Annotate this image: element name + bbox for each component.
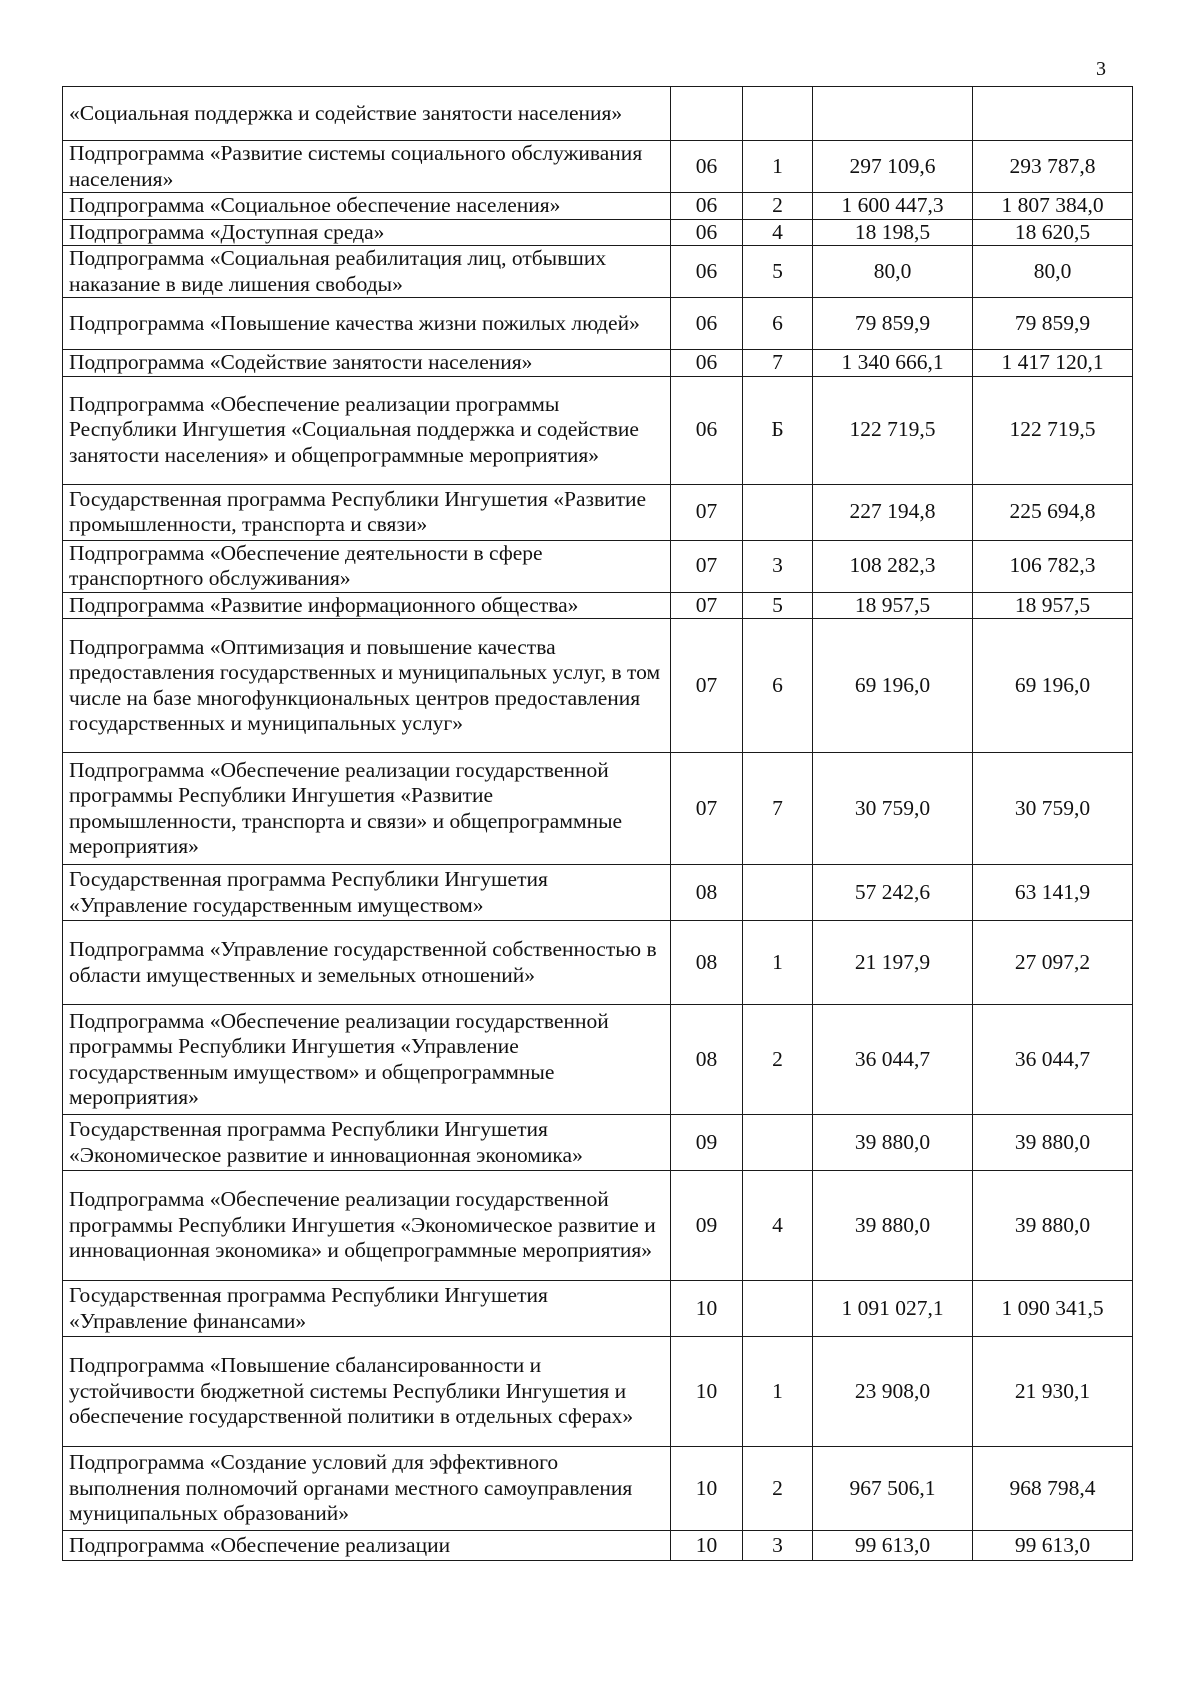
table-row — [63, 376, 1133, 484]
subprogram-code-cell — [743, 484, 813, 540]
table-row — [63, 193, 1133, 220]
subprogram-code-cell: 5 — [743, 246, 813, 298]
amount-year2-cell: 36 044,7 — [973, 1005, 1133, 1115]
table-row — [63, 1115, 1133, 1171]
program-name-cell: Подпрограмма «Доступная среда» — [63, 219, 671, 246]
program-code-cell: 07 — [671, 484, 743, 540]
amount-year2-cell: 968 798,4 — [973, 1447, 1133, 1531]
amount-year1-cell: 1 340 666,1 — [813, 350, 973, 377]
program-code-cell: 09 — [671, 1115, 743, 1171]
program-code-cell: 06 — [671, 376, 743, 484]
table-row — [63, 619, 1133, 753]
program-code-cell: 06 — [671, 141, 743, 193]
table-row — [63, 592, 1133, 619]
subprogram-code-cell — [743, 1281, 813, 1337]
amount-year1-cell: 122 719,5 — [813, 376, 973, 484]
amount-year2-cell — [973, 87, 1133, 141]
program-code-cell: 06 — [671, 350, 743, 377]
amount-year2-cell: 293 787,8 — [973, 141, 1133, 193]
amount-year2-cell: 18 620,5 — [973, 219, 1133, 246]
program-name-cell: Государственная программа Республики Ингушетия «Развитие промышленности, транспорта и связи» — [63, 484, 671, 540]
table-row — [63, 1447, 1133, 1531]
program-code-cell: 06 — [671, 219, 743, 246]
table-row — [63, 865, 1133, 921]
amount-year1-cell: 36 044,7 — [813, 1005, 973, 1115]
subprogram-code-cell: 7 — [743, 350, 813, 377]
program-name-cell: Подпрограмма «Создание условий для эффективного выполнения полномочий органами местного самоуправления муниципальных образований» — [63, 1447, 671, 1531]
amount-year1-cell — [813, 87, 973, 141]
subprogram-code-cell: 4 — [743, 219, 813, 246]
page-number: 3 — [1096, 58, 1106, 80]
subprogram-code-cell: 1 — [743, 141, 813, 193]
amount-year2-cell: 63 141,9 — [973, 865, 1133, 921]
amount-year1-cell: 967 506,1 — [813, 1447, 973, 1531]
program-code-cell: 07 — [671, 540, 743, 592]
amount-year2-cell: 79 859,9 — [973, 298, 1133, 350]
amount-year1-cell: 1 091 027,1 — [813, 1281, 973, 1337]
table-row — [63, 921, 1133, 1005]
table-row — [63, 753, 1133, 865]
subprogram-code-cell: 3 — [743, 1531, 813, 1561]
subprogram-code-cell: 4 — [743, 1171, 813, 1281]
amount-year2-cell: 1 417 120,1 — [973, 350, 1133, 377]
amount-year2-cell: 21 930,1 — [973, 1337, 1133, 1447]
program-code-cell: 08 — [671, 921, 743, 1005]
amount-year1-cell: 18 957,5 — [813, 592, 973, 619]
table-row — [63, 350, 1133, 377]
program-code-cell: 10 — [671, 1531, 743, 1561]
program-code-cell: 08 — [671, 1005, 743, 1115]
program-code-cell — [671, 87, 743, 141]
budget-table — [62, 86, 1133, 1561]
subprogram-code-cell: 5 — [743, 592, 813, 619]
table-row — [63, 1337, 1133, 1447]
amount-year1-cell: 69 196,0 — [813, 619, 973, 753]
table-row — [63, 87, 1133, 141]
subprogram-code-cell: Б — [743, 376, 813, 484]
amount-year1-cell: 39 880,0 — [813, 1171, 973, 1281]
subprogram-code-cell: 2 — [743, 193, 813, 220]
amount-year1-cell: 39 880,0 — [813, 1115, 973, 1171]
subprogram-code-cell: 1 — [743, 1337, 813, 1447]
program-name-cell: Подпрограмма «Обеспечение реализации государственной программы Республики Ингушетия «Развитие промышленности, транспорта и связи» и общепрограммные мероприятия» — [63, 753, 671, 865]
program-name-cell: Государственная программа Республики Ингушетия «Управление государственным имуществом» — [63, 865, 671, 921]
table-row — [63, 246, 1133, 298]
table-row — [63, 1531, 1133, 1561]
program-code-cell: 09 — [671, 1171, 743, 1281]
program-name-cell: Подпрограмма «Обеспечение деятельности в сфере транспортного обслуживания» — [63, 540, 671, 592]
amount-year2-cell: 106 782,3 — [973, 540, 1133, 592]
program-name-cell: Подпрограмма «Социальная реабилитация лиц, отбывших наказание в виде лишения свободы» — [63, 246, 671, 298]
amount-year2-cell: 80,0 — [973, 246, 1133, 298]
program-code-cell: 06 — [671, 193, 743, 220]
amount-year2-cell: 69 196,0 — [973, 619, 1133, 753]
table-row — [63, 298, 1133, 350]
subprogram-code-cell: 1 — [743, 921, 813, 1005]
program-name-cell: Подпрограмма «Повышение качества жизни пожилых людей» — [63, 298, 671, 350]
program-code-cell: 07 — [671, 592, 743, 619]
program-name-cell: Подпрограмма «Обеспечение реализации — [63, 1531, 671, 1561]
program-name-cell: Подпрограмма «Социальное обеспечение населения» — [63, 193, 671, 220]
amount-year1-cell: 79 859,9 — [813, 298, 973, 350]
amount-year1-cell: 80,0 — [813, 246, 973, 298]
program-code-cell: 07 — [671, 753, 743, 865]
amount-year2-cell: 39 880,0 — [973, 1171, 1133, 1281]
program-name-cell: Подпрограмма «Обеспечение реализации программы Республики Ингушетия «Социальная поддержка и содействие занятости населения» и общепрограммные мероприятия» — [63, 376, 671, 484]
table-row — [63, 1281, 1133, 1337]
amount-year2-cell: 27 097,2 — [973, 921, 1133, 1005]
amount-year1-cell: 23 908,0 — [813, 1337, 973, 1447]
program-code-cell: 06 — [671, 246, 743, 298]
table-row — [63, 141, 1133, 193]
program-name-cell: Подпрограмма «Обеспечение реализации государственной программы Республики Ингушетия «Управление государственным имуществом» и общепрограммные мероприятия» — [63, 1005, 671, 1115]
amount-year1-cell: 18 198,5 — [813, 219, 973, 246]
program-code-cell: 07 — [671, 619, 743, 753]
table-row — [63, 219, 1133, 246]
amount-year2-cell: 225 694,8 — [973, 484, 1133, 540]
program-code-cell: 10 — [671, 1447, 743, 1531]
table-row — [63, 1005, 1133, 1115]
amount-year1-cell: 21 197,9 — [813, 921, 973, 1005]
amount-year2-cell: 1 090 341,5 — [973, 1281, 1133, 1337]
table-row — [63, 484, 1133, 540]
subprogram-code-cell: 2 — [743, 1447, 813, 1531]
subprogram-code-cell — [743, 1115, 813, 1171]
amount-year1-cell: 99 613,0 — [813, 1531, 973, 1561]
amount-year2-cell: 39 880,0 — [973, 1115, 1133, 1171]
amount-year2-cell: 30 759,0 — [973, 753, 1133, 865]
amount-year1-cell: 297 109,6 — [813, 141, 973, 193]
amount-year2-cell: 18 957,5 — [973, 592, 1133, 619]
program-name-cell: Подпрограмма «Повышение сбалансированности и устойчивости бюджетной системы Республики Ингушетия и обеспечение государственной политики в отдельных сферах» — [63, 1337, 671, 1447]
subprogram-code-cell: 7 — [743, 753, 813, 865]
amount-year1-cell: 108 282,3 — [813, 540, 973, 592]
program-name-cell: Государственная программа Республики Ингушетия «Управление финансами» — [63, 1281, 671, 1337]
program-code-cell: 08 — [671, 865, 743, 921]
subprogram-code-cell: 3 — [743, 540, 813, 592]
subprogram-code-cell — [743, 87, 813, 141]
program-code-cell: 06 — [671, 298, 743, 350]
amount-year1-cell: 1 600 447,3 — [813, 193, 973, 220]
program-code-cell: 10 — [671, 1281, 743, 1337]
amount-year2-cell: 1 807 384,0 — [973, 193, 1133, 220]
subprogram-code-cell: 6 — [743, 619, 813, 753]
program-name-cell: Подпрограмма «Управление государственной собственностью в области имущественных и земельных отношений» — [63, 921, 671, 1005]
amount-year1-cell: 57 242,6 — [813, 865, 973, 921]
table-row — [63, 540, 1133, 592]
amount-year1-cell: 227 194,8 — [813, 484, 973, 540]
subprogram-code-cell: 6 — [743, 298, 813, 350]
table-row — [63, 1171, 1133, 1281]
amount-year2-cell: 99 613,0 — [973, 1531, 1133, 1561]
program-name-cell: Подпрограмма «Развитие системы социального обслуживания населения» — [63, 141, 671, 193]
program-name-cell: Подпрограмма «Оптимизация и повышение качества предоставления государственных и муниципальных услуг, в том числе на базе многофункциональных центров предоставления государственных и муниципальных услуг» — [63, 619, 671, 753]
subprogram-code-cell — [743, 865, 813, 921]
program-name-cell: «Социальная поддержка и содействие занятости населения» — [63, 87, 671, 141]
subprogram-code-cell: 2 — [743, 1005, 813, 1115]
program-name-cell: Подпрограмма «Развитие информационного общества» — [63, 592, 671, 619]
amount-year2-cell: 122 719,5 — [973, 376, 1133, 484]
program-name-cell: Подпрограмма «Обеспечение реализации государственной программы Республики Ингушетия «Экономическое развитие и инновационная экономика» и общепрограммные мероприятия» — [63, 1171, 671, 1281]
budget-table-body — [63, 87, 1133, 1561]
program-name-cell: Государственная программа Республики Ингушетия «Экономическое развитие и инновационная экономика» — [63, 1115, 671, 1171]
program-name-cell: Подпрограмма «Содействие занятости населения» — [63, 350, 671, 377]
program-code-cell: 10 — [671, 1337, 743, 1447]
amount-year1-cell: 30 759,0 — [813, 753, 973, 865]
